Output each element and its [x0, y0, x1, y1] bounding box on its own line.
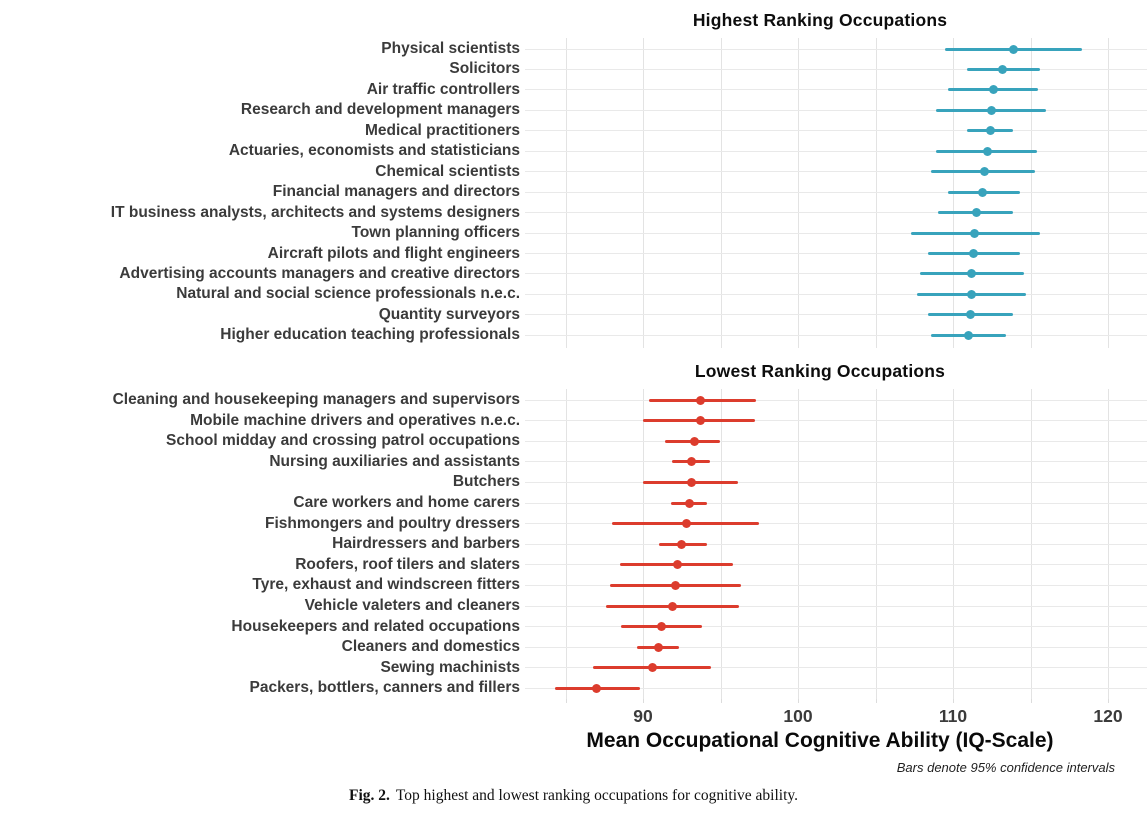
category-label: School midday and crossing patrol occupations: [166, 432, 520, 450]
category-label: Chemical scientists: [375, 162, 520, 180]
x-axis-tick: [566, 699, 567, 703]
category-label: Fishmongers and poultry dressers: [265, 514, 520, 532]
category-label: Air traffic controllers: [366, 80, 520, 98]
category-label: Financial managers and directors: [272, 183, 520, 201]
category-label: Aircraft pilots and flight engineers: [267, 244, 520, 262]
category-label: Town planning officers: [351, 224, 520, 242]
category-label: Research and development managers: [240, 101, 520, 119]
category-label: Nursing auxiliaries and assistants: [269, 452, 520, 470]
category-label: Medical practitioners: [364, 121, 520, 139]
category-label: Actuaries, economists and statisticians: [228, 142, 520, 160]
x-axis-tick-label: 100: [783, 706, 813, 726]
category-label: Mobile machine drivers and operatives n.e.c.: [190, 411, 520, 429]
x-axis-title: Mean Occupational Cognitive Ability (IQ-Scale): [586, 729, 1054, 752]
category-label: Solicitors: [449, 60, 520, 78]
figure-caption-label: Fig. 2.: [348, 787, 390, 804]
x-axis-tick: [721, 699, 722, 703]
x-axis-tick-label: 120: [1093, 706, 1123, 726]
x-axis-tick: [1108, 699, 1109, 703]
x-axis-tick-label: 90: [633, 706, 653, 726]
category-label: Hairdressers and barbers: [332, 535, 520, 553]
x-axis-tick: [876, 699, 877, 703]
category-label: Quantity surveyors: [378, 305, 520, 323]
category-label: IT business analysts, architects and systems designers: [110, 203, 520, 221]
category-label: Advertising accounts managers and creative directors: [119, 264, 520, 282]
confidence-interval-note: Bars denote 95% confidence intervals: [896, 760, 1115, 775]
x-axis-tick: [643, 699, 644, 703]
category-label: Tyre, exhaust and windscreen fitters: [252, 576, 520, 594]
category-label: Care workers and home carers: [293, 494, 520, 511]
category-label: Cleaners and domestics: [341, 638, 520, 656]
highest-panel-title: Highest Ranking Occupations: [692, 10, 948, 30]
category-label: Roofers, roof tilers and slaters: [295, 555, 520, 573]
x-axis-tick: [953, 699, 954, 703]
x-axis-tick: [1031, 699, 1032, 703]
category-label: Vehicle valeters and cleaners: [304, 597, 520, 614]
category-label: Natural and social science professionals n.e.c.: [176, 285, 520, 303]
category-label: Butchers: [452, 473, 520, 491]
figure-caption: [0, 787, 1147, 805]
category-label: Packers, bottlers, canners and fillers: [249, 679, 520, 697]
lowest-panel-title: Lowest Ranking Occupations: [694, 361, 946, 381]
figure-caption-text: Top highest and lowest ranking occupations for cognitive ability.: [395, 787, 799, 804]
category-label: Sewing machinists: [380, 658, 520, 676]
category-label: Higher education teaching professionals: [220, 326, 520, 344]
category-label: Physical scientists: [381, 40, 520, 57]
x-axis-tick: [798, 699, 799, 703]
x-axis-tick-label: 110: [938, 706, 968, 726]
category-label: Housekeepers and related occupations: [231, 617, 520, 635]
category-label: Cleaning and housekeeping managers and supervisors: [112, 391, 520, 408]
